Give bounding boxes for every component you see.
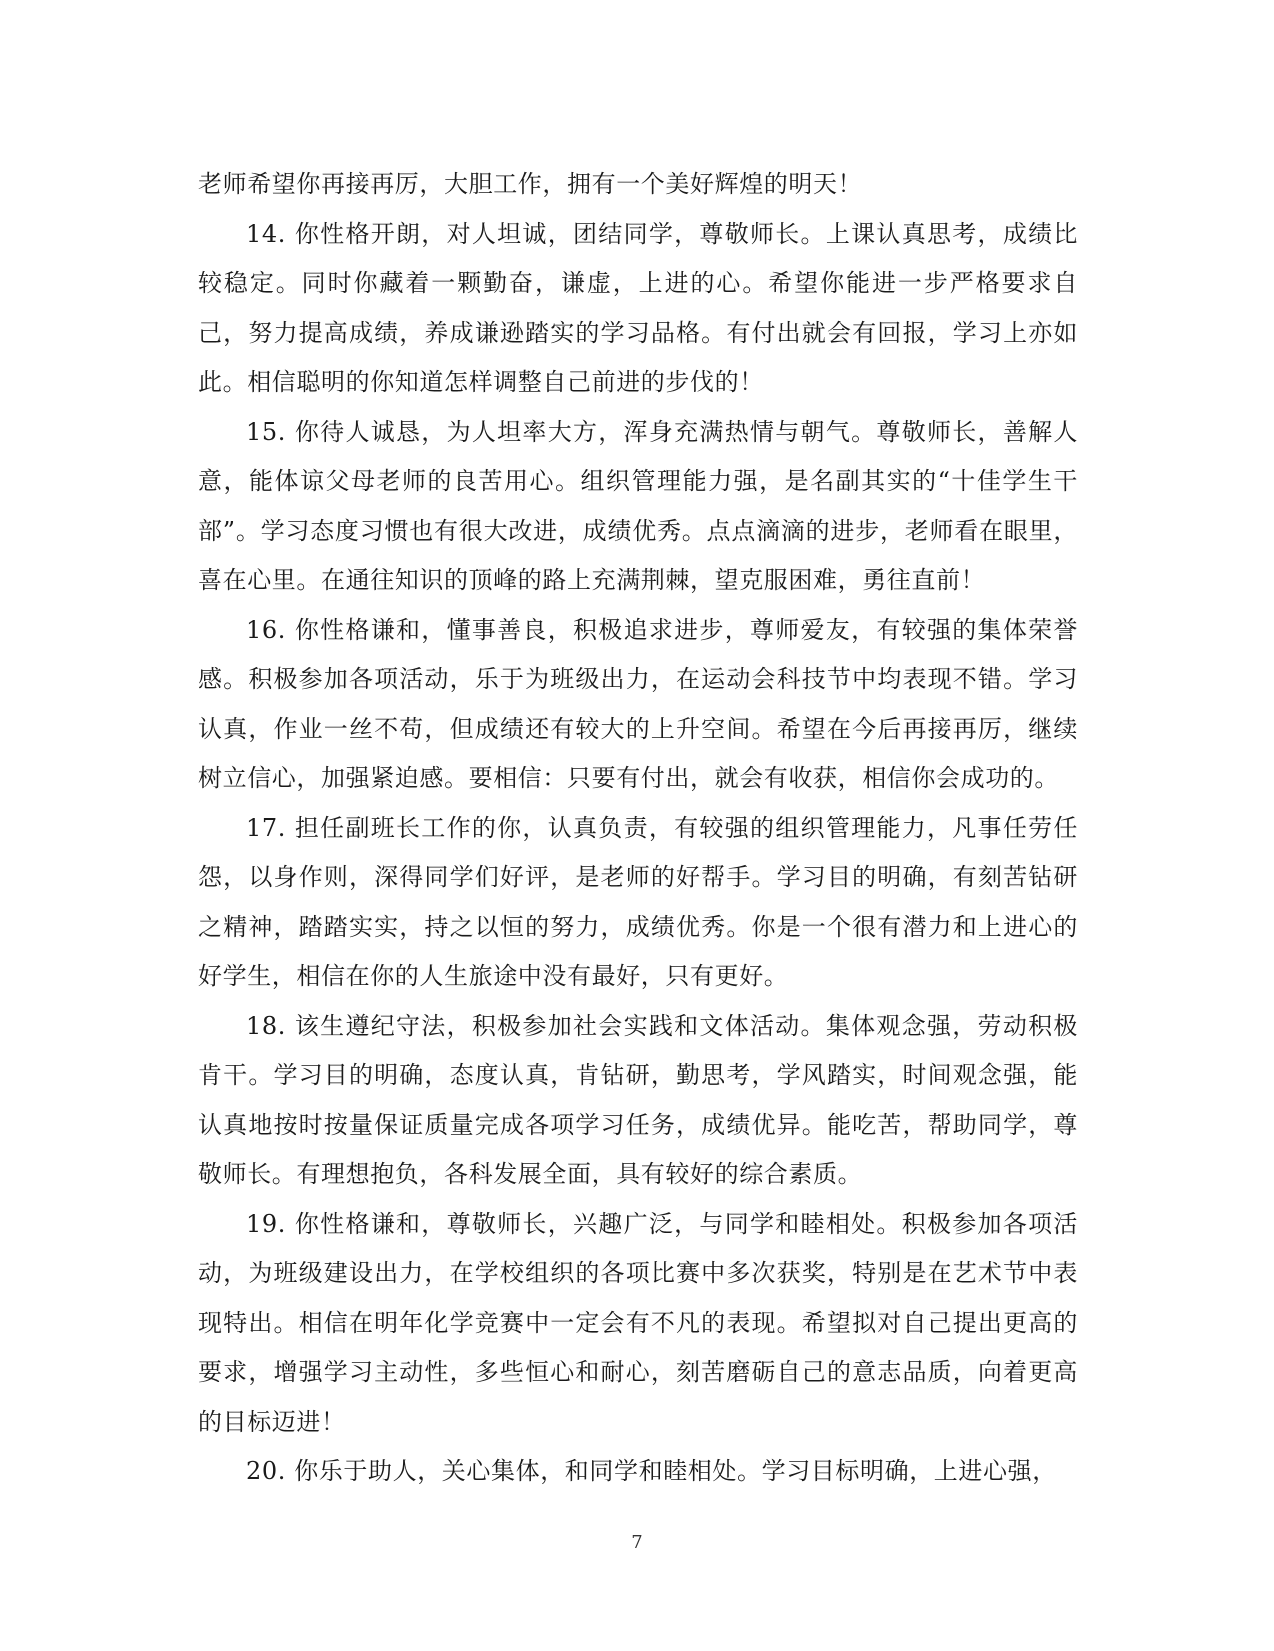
paragraph-continuation: 老师希望你再接再厉，大胆工作，拥有一个美好辉煌的明天！ — [198, 170, 863, 198]
paragraph-17: 17. 担任副班长工作的你，认真负责，有较强的组织管理能力，凡事任劳任怨，以身作则，深得同学们好评，是老师的好帮手。学习目的明确，有刻苦钻研之精神，踏踏实实，持之以恒的努力，成绩优秀。你是一个很有潜力和上进心的好学生，相信在你的人生旅途中没有最好，只有更好。 — [198, 813, 1078, 990]
paragraph-15: 15. 你待人诚恳，为人坦率大方，浑身充满热情与朝气。尊敬师长，善解人意，能体谅父母老师的良苦用心。组织管理能力强，是名副其实的“十佳学生干部”。学习态度习惯也有很大改进，成绩优秀。点点滴滴的进步，老师看在眼里，喜在心里。在通往知识的顶峰的路上充满荆棘，望克服困难，勇往直前！ — [198, 417, 1078, 594]
paragraph-19: 19. 你性格谦和，尊敬师长，兴趣广泛，与同学和睦相处。积极参加各项活动，为班级建设出力，在学校组织的各项比赛中多次获奖，特别是在艺术节中表现特出。相信在明年化学竞赛中一定会有不凡的表现。希望拟对自己提出更高的要求，增强学习主动性，多些恒心和耐心，刻苦磨砺自己的意志品质，向着更高的目标迈进！ — [198, 1209, 1078, 1436]
paragraph-18: 18. 该生遵纪守法，积极参加社会实践和文体活动。集体观念强，劳动积极肯干。学习目的明确，态度认真，肯钻研，勤思考，学风踏实，时间观念强，能认真地按时按量保证质量完成各项学习任务，成绩优异。能吃苦，帮助同学，尊敬师长。有理想抱负，各科发展全面，具有较好的综合素质。 — [198, 1011, 1078, 1188]
paragraph-14: 14. 你性格开朗，对人坦诚，团结同学，尊敬师长。上课认真思考，成绩比较稳定。同时你藏着一颗勤奋，谦虚，上进的心。希望你能进一步严格要求自己，努力提高成绩，养成谦逊踏实的学习品格。有付出就会有回报，学习上亦如此。相信聪明的你知道怎样调整自己前进的步伐的！ — [198, 219, 1078, 396]
paragraph-20: 20. 你乐于助人，关心集体，和同学和睦相处。学习目标明确，上进心强， — [246, 1457, 1057, 1485]
body-text — [198, 160, 1078, 1497]
paragraph-16: 16. 你性格谦和，懂事善良，积极追求进步，尊师爱友，有较强的集体荣誉感。积极参加各项活动，乐于为班级出力，在运动会科技节中均表现不错。学习认真，作业一丝不苟，但成绩还有较大的上升空间。希望在今后再接再厉，继续树立信心，加强紧迫感。要相信：只要有付出，就会有收获，相信你会成功的。 — [198, 615, 1078, 792]
page-number: 7 — [631, 1532, 643, 1553]
